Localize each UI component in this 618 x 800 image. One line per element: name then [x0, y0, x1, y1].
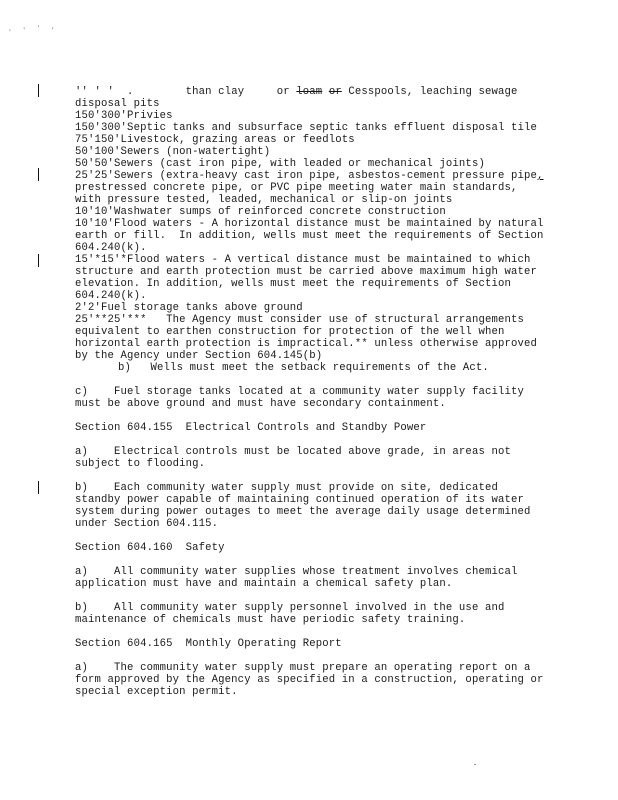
setback-row-washwater: 10'10'Washwater sumps of reinforced concrete construction — [75, 206, 446, 218]
section-heading-604-160: Section 604.160 Safety — [75, 542, 225, 554]
paragraph-155-b-cont: system during power outages to meet the average daily usage determined — [75, 506, 531, 518]
revision-bar — [38, 254, 39, 267]
row-mid-text: than clay or — [159, 86, 297, 98]
setback-row-flood-horizontal: 10'10'Flood waters - A horizontal distance must be maintained by natural — [75, 218, 544, 230]
setback-row-agency-cont: horizontal earth protection is impractical.** unless otherwise approved — [75, 338, 538, 350]
paragraph-160-b-cont: maintenance of chemicals must have periodic safety training. — [75, 614, 466, 626]
setback-row-livestock: 75'150'Livestock, grazing areas or feedlots — [75, 134, 355, 146]
setback-row-agency-cont: equivalent to earthen construction for protection of the well when — [75, 326, 505, 338]
row-text: 25'25'Sewers (extra-heavy cast iron pipe, asbestos-cement pressure pipe — [75, 170, 538, 182]
section-heading-604-165: Section 604.165 Monthly Operating Report — [75, 638, 342, 650]
revision-bar — [38, 481, 39, 494]
setback-row-flood-vertical: 15'*15'*Flood waters - A vertical distance must be maintained to which — [75, 254, 531, 266]
setback-row-sewers-heavy — [75, 170, 544, 182]
revision-bar — [38, 168, 39, 181]
setback-row-fuel-storage: 2'2'Fuel storage tanks above ground — [75, 302, 303, 314]
scan-artifact-marks: ' ' ' , — [7, 22, 59, 38]
paragraph-155-a: a) Electrical controls must be located above grade, in areas not — [75, 446, 511, 458]
revision-bar — [38, 84, 39, 97]
setback-row-sewers-nonwatertight: 50'100'Sewers (non-watertight) — [75, 146, 271, 158]
setback-row-sewers-heavy-cont: prestressed concrete pipe, or PVC pipe meeting water main standards, — [75, 182, 518, 194]
setback-note-b: b) Wells must meet the setback requirements of the Act. — [118, 362, 489, 374]
setback-row-flood-vertical-cont: elevation. In addition, wells must meet the requirements of Section — [75, 278, 511, 290]
setback-row-agency-cont: by the Agency under Section 604.145(b) — [75, 350, 323, 362]
scan-speck — [474, 764, 476, 765]
paragraph-fuel-c: c) Fuel storage tanks located at a community water supply facility — [75, 386, 525, 398]
inserted-comma: , — [537, 170, 544, 182]
paragraph-155-b: b) Each community water supply must provide on site, dedicated — [75, 482, 498, 494]
setback-row-flood-vertical-cont: structure and earth protection must be carried above maximum high water — [75, 266, 538, 278]
struck-text: or — [328, 86, 342, 98]
section-heading-604-155: Section 604.155 Electrical Controls and Standby Power — [75, 422, 427, 434]
paragraph-160-a: a) All community water supplies whose treatment involves chemical — [75, 566, 518, 578]
setback-row-septic: 150'300'Septic tanks and subsurface septic tanks effluent disposal tile — [75, 122, 538, 134]
paragraph-165-a: a) The community water supply must prepare an operating report on a — [75, 662, 531, 674]
struck-text: loam — [296, 86, 323, 98]
paragraph-165-a-cont: special exception permit. — [75, 686, 238, 698]
setback-row-agency: 25'**25'*** The Agency must consider use of structural arrangements — [75, 314, 525, 326]
setback-row-privies: 150'300'Privies — [75, 110, 173, 122]
setback-row-cesspools-cont: disposal pits — [75, 98, 160, 110]
paragraph-165-a-cont: form approved by the Agency as specified in a construction, operating or — [75, 674, 544, 686]
setback-row-sewers-cast-iron: 50'50'Sewers (cast iron pipe, with leaded or mechanical joints) — [75, 158, 485, 170]
paragraph-155-b-cont: standby power capable of maintaining continued operation of its water — [75, 494, 525, 506]
row-tail-text: Cesspools, leaching sewage — [341, 86, 518, 98]
row-lead-fragment: '' ' ' . — [75, 86, 160, 98]
paragraph-155-a-cont: subject to flooding. — [75, 458, 206, 470]
setback-row-flood-horizontal-cont: earth or fill. In addition, wells must meet the requirements of Section — [75, 230, 544, 242]
paragraph-160-b: b) All community water supply personnel involved in the use and — [75, 602, 505, 614]
setback-row-sewers-heavy-cont: with pressure tested, leaded, mechanical or slip-on joints — [75, 194, 453, 206]
setback-row-cesspools — [75, 86, 518, 98]
paragraph-155-b-cont: under Section 604.115. — [75, 518, 219, 530]
paragraph-160-a-cont: application must have and maintain a chemical safety plan. — [75, 578, 453, 590]
paragraph-fuel-c-cont: must be above ground and must have secondary containment. — [75, 398, 446, 410]
setback-row-flood-horizontal-cont: 604.240(k). — [75, 242, 147, 254]
setback-row-flood-vertical-cont: 604.240(k). — [75, 290, 147, 302]
